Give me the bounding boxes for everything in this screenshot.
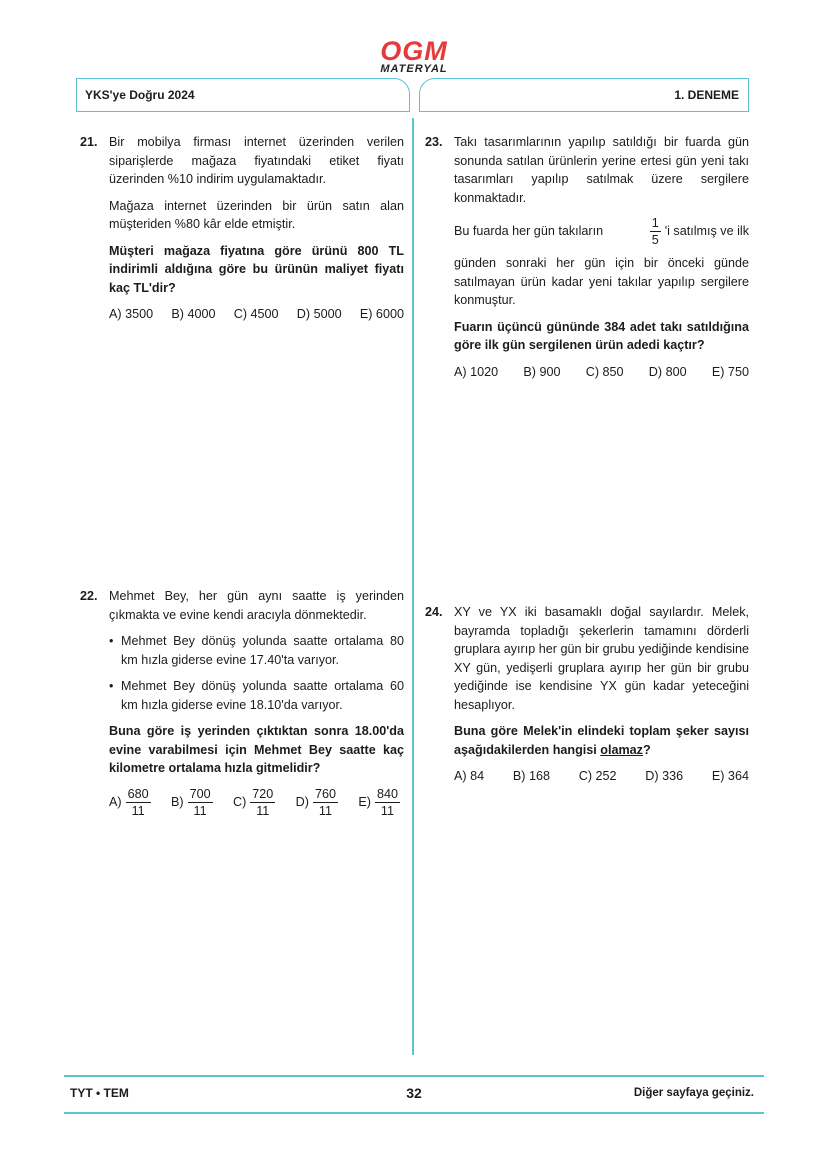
question-prompt bbox=[454, 722, 749, 759]
option-a[interactable]: A) 84 bbox=[454, 769, 485, 783]
question-21 bbox=[80, 133, 404, 324]
prompt-text: Buna göre Melek'in elindeki toplam şeker sayısı aşağıdakilerden hangisi bbox=[454, 724, 749, 757]
column-divider bbox=[412, 118, 414, 1055]
fraction-denominator: 11 bbox=[193, 803, 207, 818]
question-prompt: Fuarın üçüncü gününde 384 adet takı satıldığına göre ilk gün sergilenen ürün adedi kaçtır? bbox=[454, 319, 749, 352]
fraction-denominator: 5 bbox=[651, 233, 659, 247]
option-label: D) bbox=[295, 794, 309, 809]
option-a[interactable] bbox=[109, 786, 155, 819]
question-text: XY ve YX iki basamaklı doğal sayılardır. Melek, bayramda topladığı şekerlerin tamamını dörderli gruplara ayırıp her gün bir grubu yediğinde kendisine XY gün, yedişerli gruplara ayırıp her gün bir grubu yediğinde ise kendisine YX gün kadar yeteceğini hesaplıyor. bbox=[454, 605, 749, 712]
header-right-title: 1. DENEME bbox=[674, 88, 739, 102]
option-c[interactable] bbox=[233, 786, 279, 819]
option-e[interactable]: E) 364 bbox=[711, 769, 749, 783]
option-d[interactable]: D) 5000 bbox=[296, 307, 342, 321]
bullet-item: • Mehmet Bey dönüş yolunda saatte ortalama 60 km hızla giderse evine 18.10'da varıyor. bbox=[109, 677, 404, 714]
prompt-mark: ? bbox=[642, 742, 651, 757]
fraction-numerator: 700 bbox=[189, 786, 211, 801]
option-fraction bbox=[188, 786, 213, 819]
question-text: Mağaza internet üzerinden bir ürün satın alan müşteriden %80 kâr elde etmiştir. bbox=[109, 198, 404, 231]
inline-fraction-group bbox=[646, 215, 749, 248]
option-label: B) bbox=[170, 794, 184, 809]
bullet-item: • Mehmet Bey dönüş yolunda saatte ortalama 80 km hızla giderse evine 17.40'ta varıyor. bbox=[109, 632, 404, 669]
footer-bottom-line bbox=[64, 1112, 764, 1114]
prompt-emphasis: olamaz bbox=[600, 742, 643, 757]
text-fragment: Bu fuarda her gün takıların bbox=[454, 224, 604, 239]
footer-top-line bbox=[64, 1075, 764, 1077]
option-fraction bbox=[126, 786, 151, 819]
fraction-denominator: 11 bbox=[131, 803, 145, 818]
logo-materyal: MATERYAL bbox=[380, 63, 448, 75]
fraction-numerator: 680 bbox=[127, 786, 149, 801]
question-22 bbox=[80, 587, 404, 819]
question-text: günden sonraki her gün için bir önceki günde satılmayan ürün kadar yeni takılar yapılıp sergilere konmuştur. bbox=[454, 256, 749, 307]
option-b[interactable]: B) 168 bbox=[512, 769, 550, 783]
question-23 bbox=[425, 133, 749, 381]
header-left-box bbox=[76, 78, 410, 112]
fraction-denominator: 11 bbox=[318, 803, 332, 818]
option-e[interactable] bbox=[358, 786, 404, 819]
fraction-numerator: 1 bbox=[651, 216, 659, 230]
option-fraction bbox=[313, 786, 338, 819]
answer-options bbox=[454, 363, 749, 382]
logo-ogm: OGM bbox=[380, 36, 448, 66]
fraction-denominator: 11 bbox=[256, 803, 270, 818]
question-number: 21. bbox=[80, 135, 98, 149]
answer-options bbox=[454, 767, 749, 786]
inline-fraction bbox=[650, 215, 661, 248]
footer-right: Diğer sayfaya geçiniz. bbox=[633, 1087, 754, 1099]
fraction-numerator: 720 bbox=[252, 786, 274, 801]
option-c[interactable]: C) 252 bbox=[578, 769, 617, 783]
answer-options bbox=[109, 305, 404, 324]
question-text: Takı tasarımlarının yapılıp satıldığı bir fuarda gün sonunda satılan ürünlerin yerine ertesi gün yeni takı tasarımları yapılıp satılmak üzere sergilere konmaktadır. bbox=[454, 135, 749, 205]
option-e[interactable]: E) 750 bbox=[711, 364, 749, 379]
question-text-fraction-line bbox=[454, 215, 749, 248]
option-c[interactable]: C) 4500 bbox=[233, 307, 279, 321]
option-c[interactable]: C) 850 bbox=[585, 364, 624, 379]
question-text: Bir mobilya firması internet üzerinden verilen siparişlerde mağaza fiyatındaki etiket fiyatı üzerinden %10 indirim uygulamaktadır. bbox=[109, 135, 404, 186]
fraction-numerator: 840 bbox=[376, 786, 398, 801]
option-a[interactable]: A) 3500 bbox=[109, 307, 154, 321]
fraction-denominator: 11 bbox=[380, 803, 394, 818]
option-d[interactable]: D) 800 bbox=[648, 364, 687, 379]
page-number: 32 bbox=[406, 1085, 422, 1101]
option-b[interactable]: B) 900 bbox=[523, 364, 561, 379]
option-fraction bbox=[375, 786, 400, 819]
question-number: 24. bbox=[425, 605, 443, 619]
fraction-numerator: 760 bbox=[314, 786, 336, 801]
text-fragment: 'i satılmış ve ilk bbox=[664, 224, 749, 239]
answer-options bbox=[109, 786, 404, 819]
question-text: Mehmet Bey, her gün aynı saatte iş yerinden çıkmakta ve evine kendi aracıyla dönmektedir. bbox=[109, 589, 404, 622]
footer-left: TYT • TEM bbox=[70, 1086, 129, 1100]
option-e[interactable]: E) 6000 bbox=[359, 307, 404, 321]
question-number: 23. bbox=[425, 135, 443, 149]
option-label: A) bbox=[109, 794, 122, 809]
question-24 bbox=[425, 603, 749, 786]
question-prompt: Buna göre iş yerinden çıktıktan sonra 18.00'da evine varabilmesi için Mehmet Bey saatte kaç kilometre ortalama hızla gitmelidir? bbox=[109, 724, 404, 775]
option-d[interactable]: D) 336 bbox=[645, 769, 684, 783]
option-a[interactable]: A) 1020 bbox=[454, 364, 499, 379]
option-label: C) bbox=[232, 794, 247, 809]
header-left-title: YKS'ye Doğru 2024 bbox=[85, 88, 195, 102]
option-fraction bbox=[250, 786, 275, 819]
question-number: 22. bbox=[80, 589, 98, 603]
option-b[interactable] bbox=[171, 786, 217, 819]
question-prompt: Müşteri mağaza fiyatına göre ürünü 800 TL indirimli aldığına göre bu ürünün maliyet fiyatı kaç TL'dir? bbox=[109, 243, 404, 295]
option-d[interactable] bbox=[296, 786, 342, 819]
option-b[interactable]: B) 4000 bbox=[171, 307, 216, 321]
header-right-box bbox=[419, 78, 749, 112]
option-label: E) bbox=[358, 794, 371, 809]
